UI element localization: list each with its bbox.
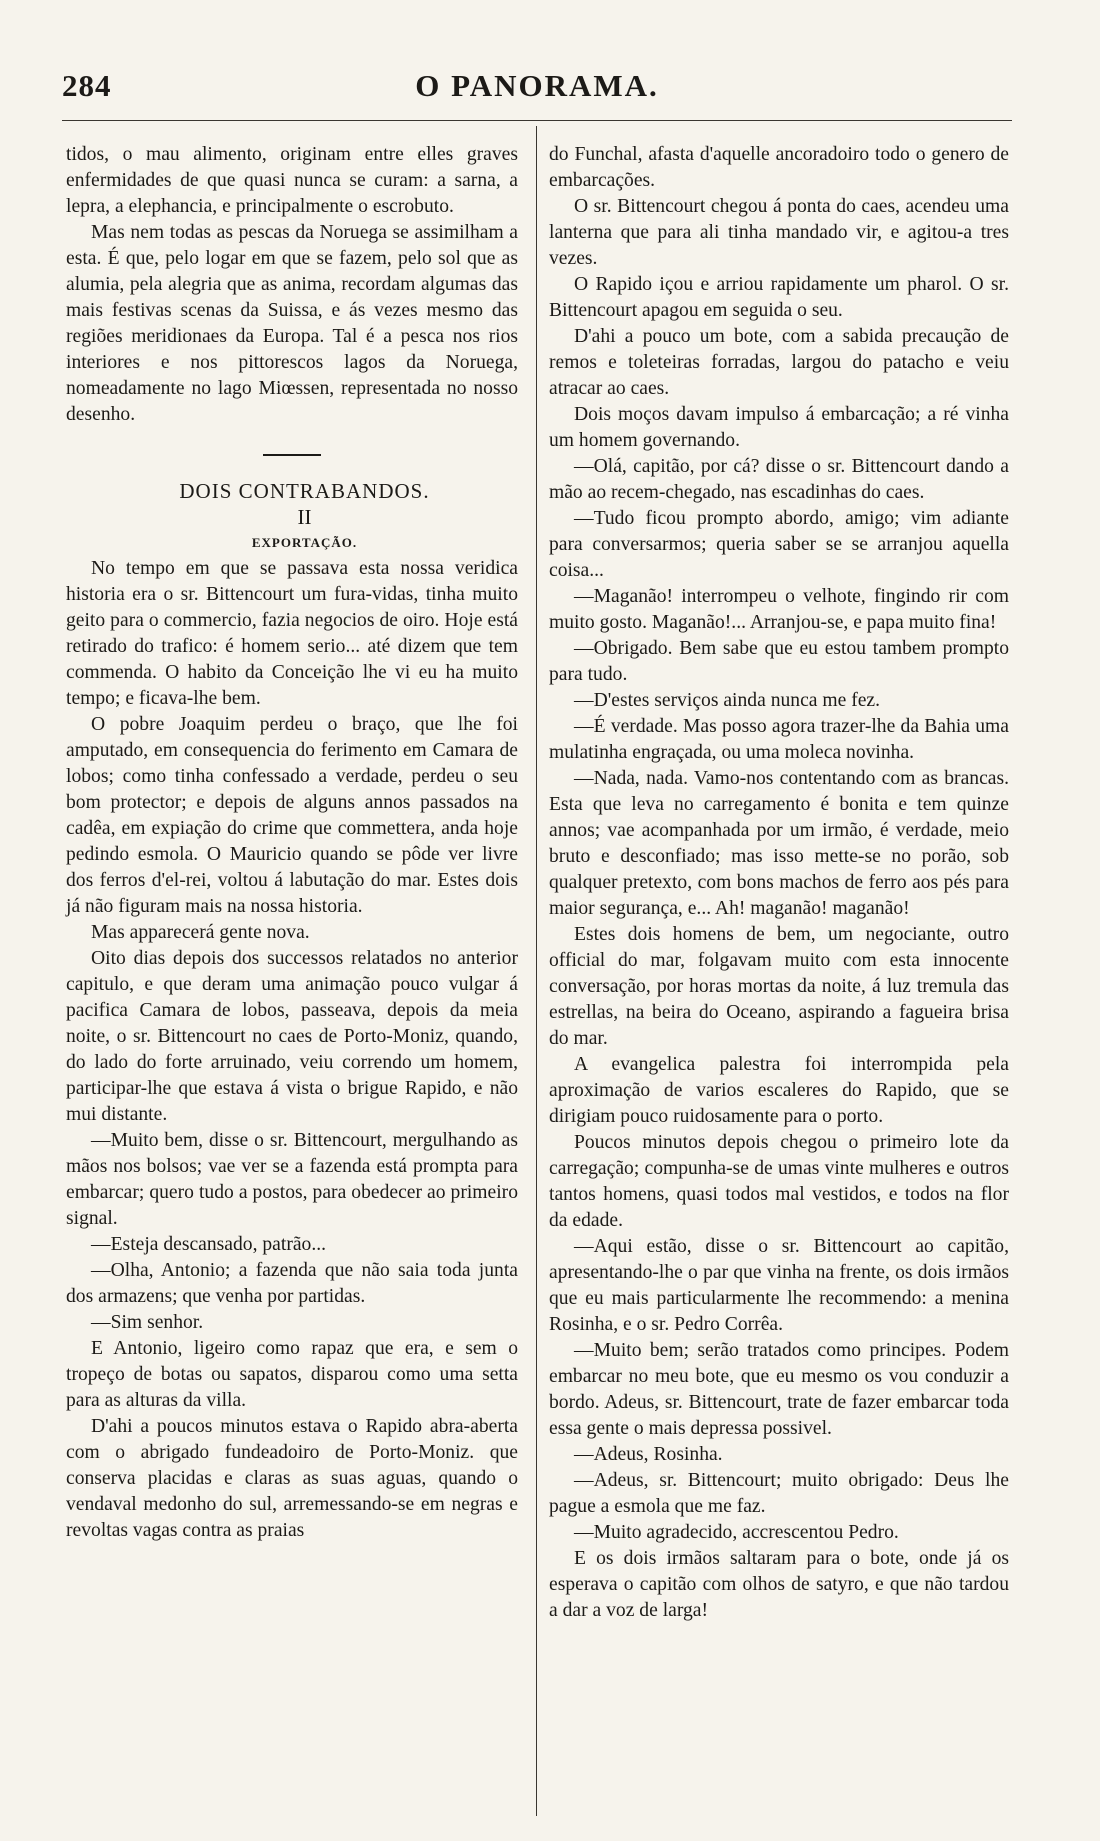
paragraph: O pobre Joaquim perdeu o braço, que lhe foi amputado, em consequencia do ferimento em Camara de lobos; como tinha confessado a verdade, perdeu o seu bom protector; e depois de alguns annos passados na cadêa, em expiação do crime que commettera, anda hoje pedindo esmola. O Mauricio quando se pôde ver livre dos ferros d'el-rei, voltou á labutação do mar. Estes dois já não figuram mais na nossa historia. — [66, 714, 518, 917]
paragraph: tidos, o mau alimento, originam entre elles graves enfermidades de que quasi nunca se curam: a sarna, a lepra, a elephancia, e principalmente o escrobuto. — [66, 144, 518, 217]
section-divider — [263, 454, 321, 456]
paragraph: O Rapido içou e arriou rapidamente um pharol. O sr. Bittencourt apagou em seguida o seu. — [549, 274, 1009, 321]
paragraph: Mas apparecerá gente nova. — [91, 922, 310, 943]
paragraph: No tempo em que se passava esta nossa veridica historia era o sr. Bittencourt um fura-vidas, tinha muito geito para o commercio, fazia negocios de oiro. Hoje está retirado do trafico: é homem serio... até dizem que tem commenda. O habito da Conceição lhe vi eu ha muito tempo; e ficava-lhe bem. — [66, 558, 518, 709]
section-number: II — [297, 505, 312, 529]
paragraph: —Nada, nada. Vamo-nos contentando com as brancas. Esta que leva no carregamento é bonita e tem quinze annos; vae acompanhada por um irmão, é verdade, meio bruto e desconfiado; mas isso mette-se no porão, sob qualquer pretexto, com bons machos de ferro aos pés para maior segurança, e... Ah! maganão! maganão! — [549, 768, 1009, 919]
left-column — [66, 142, 518, 1544]
paragraph: Mas nem todas as pescas da Noruega se assimilham a esta. É que, pelo logar em que se fazem, pelo sol que as alumia, pela alegria que as anima, recordam algumas das mais festivas scenas da Suissa, e ás vezes mesmo das regiões meridionaes da Europa. Tal é a pesca nos rios interiores e nos pittorescos lagos da Noruega, nomeadamente no lago Miœssen, representada no nosso desenho. — [66, 222, 518, 425]
paragraph: D'ahi a poucos minutos estava o Rapido abra-aberta com o abrigado fundeadoiro de Porto-Moniz. que conserva placidas e claras as suas aguas, quando o vendaval medonho do sul, arremessando-se em negras e revoltas vagas contra as praias — [66, 1416, 518, 1541]
page-header — [62, 68, 1012, 108]
paragraph: Oito dias depois dos successos relatados no anterior capitulo, e que deram uma animação pouco vulgar á pacifica Camara de lobos, passeava, depois da meia noite, o sr. Bittencourt no caes de Porto-Moniz, quando, do lado do forte arruinado, veiu correndo um homem, participar-lhe que estava á vista o brigue Rapido, e não mui distante. — [66, 948, 518, 1125]
publication-title: O PANORAMA. — [415, 68, 659, 103]
paragraph: —Obrigado. Bem sabe que eu estou tambem prompto para tudo. — [549, 638, 1009, 685]
paragraph: E os dois irmãos saltaram para o bote, onde já os esperava o capitão com olhos de satyro, e que não tardou a dar a voz de larga! — [549, 1548, 1009, 1621]
paragraph: —Adeus, Rosinha. — [574, 1444, 723, 1465]
paragraph: Estes dois homens de bem, um negociante, outro official do mar, folgavam muito com esta innocente conversação, por horas mortas da noite, á luz tremula das estrellas, na beira do Oceano, aspirando a fagueira brisa do mar. — [549, 924, 1009, 1049]
paragraph: do Funchal, afasta d'aquelle ancoradoiro todo o genero de embarcações. — [549, 144, 1009, 191]
paragraph: —Muito agradecido, accrescentou Pedro. — [574, 1522, 899, 1543]
paragraph: —Tudo ficou prompto abordo, amigo; vim adiante para conversarmos; queria saber se se arranjou aquella coisa... — [549, 508, 1009, 581]
paragraph: —É verdade. Mas posso agora trazer-lhe da Bahia uma mulatinha engraçada, ou uma moleca novinha. — [549, 716, 1009, 763]
paragraph: —Sim senhor. — [91, 1312, 204, 1333]
paragraph: E Antonio, ligeiro como rapaz que era, e sem o tropeço de botas ou sapatos, disparou como uma setta para as alturas da villa. — [66, 1338, 518, 1411]
paragraph: Poucos minutos depois chegou o primeiro lote da carregação; compunha-se de umas vinte mulheres e outros tantos homens, quasi todos mal vestidos, e todos na flor da edade. — [549, 1132, 1009, 1231]
paragraph: —Esteja descansado, patrão... — [91, 1234, 327, 1255]
paragraph: D'ahi a pouco um bote, com a sabida precaução de remos e toleteiras forradas, largou do patacho e veiu atracar ao caes. — [549, 326, 1009, 399]
paragraph: O sr. Bittencourt chegou á ponta do caes, acendeu uma lanterna que para ali tinha mandado vir, e agitou-a tres vezes. — [549, 196, 1009, 269]
header-rule — [62, 120, 1012, 121]
column-divider — [536, 126, 537, 1816]
paragraph: —Olá, capitão, por cá? disse o sr. Bittencourt dando a mão ao recem-chegado, nas escadinhas do caes. — [549, 456, 1009, 503]
right-column — [549, 142, 1009, 1624]
paragraph: —Aqui estão, disse o sr. Bittencourt ao capitão, apresentando-lhe o par que vinha na frente, os dois irmãos que eu mais particularmente lhe recommendo: a menina Rosinha, e o sr. Pedro Corrêa. — [549, 1236, 1009, 1335]
paragraph: —Adeus, sr. Bittencourt; muito obrigado: Deus lhe pague a esmola que me faz. — [549, 1470, 1009, 1517]
section-subhead: EXPORTAÇÃO. — [251, 535, 358, 550]
section-title: DOIS CONTRABANDOS. — [179, 479, 430, 503]
page-number: 284 — [62, 68, 112, 103]
paragraph: —Muito bem, disse o sr. Bittencourt, mergulhando as mãos nos bolsos; vae ver se a fazenda está prompta para embarcar; quero tudo a postos, para obedecer ao primeiro signal. — [66, 1130, 518, 1229]
paragraph: —Maganão! interrompeu o velhote, fingindo rir com muito gosto. Maganão!... Arranjou-se, e papa muito fina! — [549, 586, 1009, 633]
paragraph: —D'estes serviços ainda nunca me fez. — [574, 690, 881, 711]
paragraph: A evangelica palestra foi interrompida pela aproximação de varios escaleres do Rapido, que se dirigiam pouco ruidosamente para o porto. — [549, 1054, 1009, 1127]
paragraph: —Muito bem; serão tratados como principes. Podem embarcar no meu bote, que eu mesmo os vou conduzir a bordo. Adeus, sr. Bittencourt, trate de fazer embarcar toda essa gente o mais depressa possivel. — [549, 1340, 1009, 1439]
paragraph: —Olha, Antonio; a fazenda que não saia toda junta dos armazens; que venha por partidas. — [66, 1260, 518, 1307]
paragraph: Dois moços davam impulso á embarcação; a ré vinha um homem governando. — [549, 404, 1009, 451]
